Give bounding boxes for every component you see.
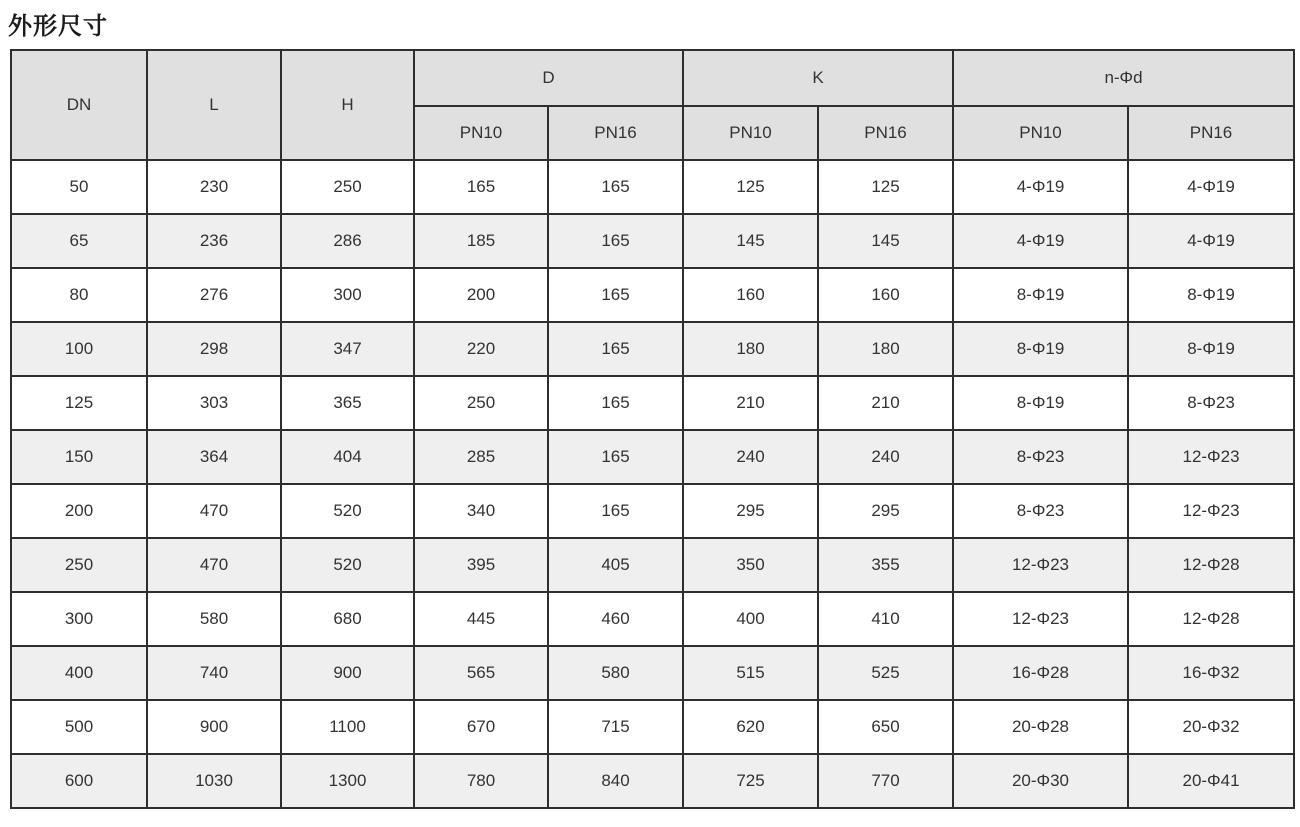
cell-d-pn10: 200 (414, 268, 548, 322)
cell-dn: 300 (11, 592, 147, 646)
cell-d-pn10: 185 (414, 214, 548, 268)
cell-dn: 250 (11, 538, 147, 592)
table-row (11, 484, 1294, 538)
cell-dn: 100 (11, 322, 147, 376)
cell-h: 300 (281, 268, 414, 322)
table-row (11, 592, 1294, 646)
cell-l: 236 (147, 214, 281, 268)
cell-k-pn16: 180 (818, 322, 953, 376)
cell-d-pn16: 165 (548, 268, 683, 322)
cell-k-pn10: 295 (683, 484, 818, 538)
header-n-pn10: PN10 (953, 106, 1128, 160)
table-row (11, 430, 1294, 484)
cell-n-pn16: 8-Φ19 (1128, 322, 1294, 376)
header-k: K (683, 50, 953, 106)
cell-n-pn16: 8-Φ23 (1128, 376, 1294, 430)
cell-k-pn16: 210 (818, 376, 953, 430)
cell-d-pn16: 165 (548, 160, 683, 214)
cell-n-pn10: 8-Φ19 (953, 322, 1128, 376)
cell-k-pn16: 525 (818, 646, 953, 700)
cell-d-pn10: 670 (414, 700, 548, 754)
cell-n-pn16: 12-Φ28 (1128, 538, 1294, 592)
header-n-phi-d: n-Φd (953, 50, 1294, 106)
dimensions-table (10, 49, 1295, 809)
cell-k-pn10: 145 (683, 214, 818, 268)
cell-k-pn16: 295 (818, 484, 953, 538)
header-l: L (147, 50, 281, 160)
cell-dn: 600 (11, 754, 147, 808)
cell-d-pn16: 165 (548, 214, 683, 268)
cell-h: 520 (281, 484, 414, 538)
cell-n-pn10: 12-Φ23 (953, 592, 1128, 646)
cell-l: 1030 (147, 754, 281, 808)
cell-dn: 150 (11, 430, 147, 484)
table-header (11, 50, 1294, 160)
cell-d-pn16: 460 (548, 592, 683, 646)
cell-k-pn10: 400 (683, 592, 818, 646)
page-title: 外形尺寸 (8, 13, 108, 40)
cell-n-pn10: 8-Φ19 (953, 268, 1128, 322)
cell-l: 580 (147, 592, 281, 646)
cell-h: 347 (281, 322, 414, 376)
table-row (11, 754, 1294, 808)
cell-h: 365 (281, 376, 414, 430)
cell-d-pn16: 165 (548, 484, 683, 538)
cell-l: 740 (147, 646, 281, 700)
cell-n-pn10: 8-Φ23 (953, 430, 1128, 484)
cell-k-pn16: 125 (818, 160, 953, 214)
cell-dn: 500 (11, 700, 147, 754)
cell-dn: 80 (11, 268, 147, 322)
cell-k-pn16: 650 (818, 700, 953, 754)
cell-k-pn10: 125 (683, 160, 818, 214)
header-n-pn16: PN16 (1128, 106, 1294, 160)
cell-k-pn10: 240 (683, 430, 818, 484)
cell-l: 230 (147, 160, 281, 214)
cell-k-pn16: 240 (818, 430, 953, 484)
cell-n-pn16: 4-Φ19 (1128, 160, 1294, 214)
header-d-pn10: PN10 (414, 106, 548, 160)
header-group-row (11, 50, 1294, 106)
cell-n-pn16: 20-Φ32 (1128, 700, 1294, 754)
cell-h: 680 (281, 592, 414, 646)
cell-dn: 400 (11, 646, 147, 700)
cell-l: 900 (147, 700, 281, 754)
cell-d-pn10: 445 (414, 592, 548, 646)
table-row (11, 646, 1294, 700)
cell-d-pn16: 165 (548, 322, 683, 376)
cell-k-pn10: 350 (683, 538, 818, 592)
cell-n-pn10: 8-Φ19 (953, 376, 1128, 430)
cell-n-pn10: 16-Φ28 (953, 646, 1128, 700)
cell-k-pn16: 410 (818, 592, 953, 646)
cell-l: 298 (147, 322, 281, 376)
cell-k-pn16: 355 (818, 538, 953, 592)
cell-d-pn16: 840 (548, 754, 683, 808)
cell-n-pn16: 20-Φ41 (1128, 754, 1294, 808)
cell-dn: 65 (11, 214, 147, 268)
cell-dn: 125 (11, 376, 147, 430)
cell-k-pn10: 160 (683, 268, 818, 322)
cell-n-pn10: 8-Φ23 (953, 484, 1128, 538)
header-dn: DN (11, 50, 147, 160)
cell-n-pn16: 12-Φ28 (1128, 592, 1294, 646)
table-row (11, 538, 1294, 592)
cell-h: 404 (281, 430, 414, 484)
cell-d-pn10: 285 (414, 430, 548, 484)
cell-n-pn10: 20-Φ28 (953, 700, 1128, 754)
cell-n-pn16: 12-Φ23 (1128, 430, 1294, 484)
cell-dn: 200 (11, 484, 147, 538)
cell-h: 520 (281, 538, 414, 592)
table-row (11, 376, 1294, 430)
cell-k-pn16: 160 (818, 268, 953, 322)
cell-d-pn10: 565 (414, 646, 548, 700)
cell-n-pn16: 12-Φ23 (1128, 484, 1294, 538)
cell-h: 900 (281, 646, 414, 700)
cell-k-pn10: 515 (683, 646, 818, 700)
cell-h: 1300 (281, 754, 414, 808)
cell-d-pn10: 395 (414, 538, 548, 592)
table-row (11, 214, 1294, 268)
cell-d-pn16: 165 (548, 376, 683, 430)
header-k-pn16: PN16 (818, 106, 953, 160)
cell-d-pn10: 220 (414, 322, 548, 376)
cell-n-pn10: 20-Φ30 (953, 754, 1128, 808)
cell-l: 364 (147, 430, 281, 484)
cell-l: 303 (147, 376, 281, 430)
cell-d-pn10: 250 (414, 376, 548, 430)
cell-d-pn10: 340 (414, 484, 548, 538)
cell-k-pn10: 210 (683, 376, 818, 430)
cell-k-pn10: 725 (683, 754, 818, 808)
cell-d-pn10: 780 (414, 754, 548, 808)
cell-h: 286 (281, 214, 414, 268)
cell-l: 470 (147, 538, 281, 592)
cell-d-pn16: 405 (548, 538, 683, 592)
header-h: H (281, 50, 414, 160)
cell-n-pn16: 8-Φ19 (1128, 268, 1294, 322)
cell-dn: 50 (11, 160, 147, 214)
cell-h: 1100 (281, 700, 414, 754)
cell-d-pn16: 715 (548, 700, 683, 754)
cell-k-pn10: 620 (683, 700, 818, 754)
cell-k-pn10: 180 (683, 322, 818, 376)
table-row (11, 268, 1294, 322)
header-k-pn10: PN10 (683, 106, 818, 160)
cell-l: 470 (147, 484, 281, 538)
cell-h: 250 (281, 160, 414, 214)
table-row (11, 160, 1294, 214)
table-body (11, 160, 1294, 808)
cell-n-pn10: 4-Φ19 (953, 160, 1128, 214)
cell-n-pn10: 12-Φ23 (953, 538, 1128, 592)
cell-l: 276 (147, 268, 281, 322)
cell-d-pn10: 165 (414, 160, 548, 214)
cell-n-pn16: 16-Φ32 (1128, 646, 1294, 700)
cell-k-pn16: 770 (818, 754, 953, 808)
header-d-pn16: PN16 (548, 106, 683, 160)
cell-k-pn16: 145 (818, 214, 953, 268)
cell-d-pn16: 580 (548, 646, 683, 700)
table-row (11, 322, 1294, 376)
cell-d-pn16: 165 (548, 430, 683, 484)
cell-n-pn16: 4-Φ19 (1128, 214, 1294, 268)
table-row (11, 700, 1294, 754)
cell-n-pn10: 4-Φ19 (953, 214, 1128, 268)
header-d: D (414, 50, 683, 106)
